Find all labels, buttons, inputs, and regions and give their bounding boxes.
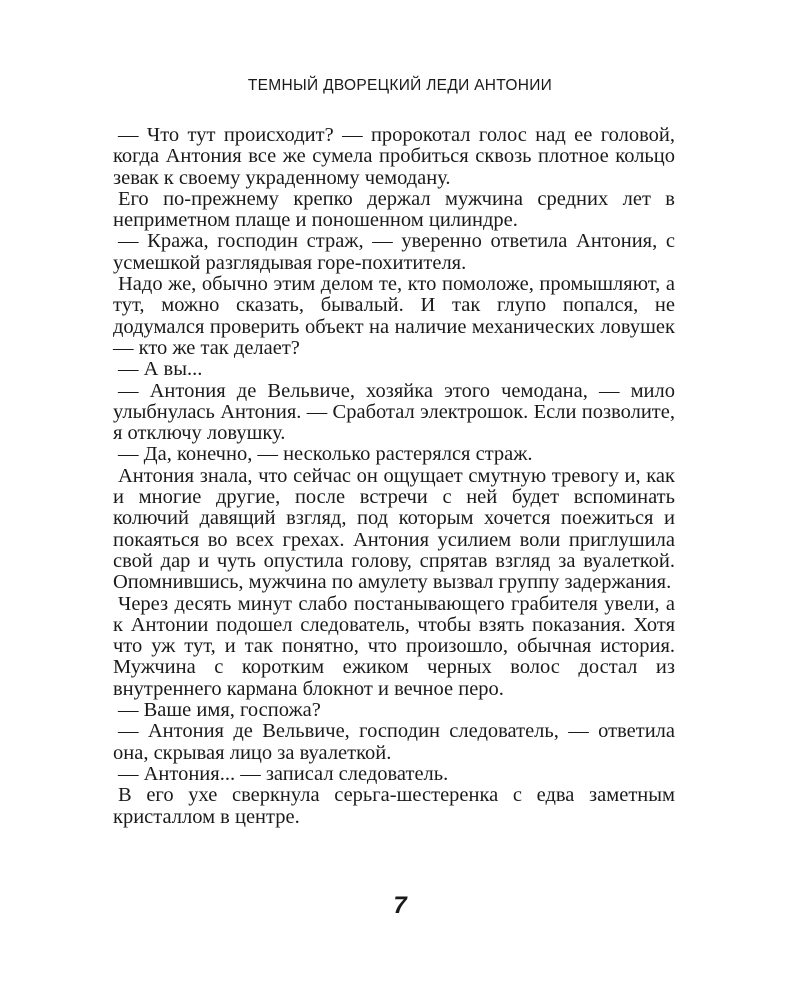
body-text bbox=[113, 125, 675, 828]
page-number: 7 bbox=[393, 892, 407, 919]
paragraph: В его ухе сверкнула серьга-шестеренка с едва заметным кристаллом в центре. bbox=[113, 784, 675, 828]
paragraph: — Антония... — записал следователь. bbox=[118, 762, 449, 785]
paragraph: — Что тут происходит? — пророкотал голос над ее головой, когда Антония все же сумела пробиться сквозь плотное кольцо зевак к своему украденному чемодану. bbox=[113, 124, 675, 189]
paragraph: Через десять минут слабо постанывающего грабителя увели, а к Антонии подошел следователь, чтобы взять показания. Хотя что уж тут, и так понятно, что произошло, обычная история. Мужчина с коротким ежиком черных волос достал из внутреннего кармана блокнот и вечное перо. bbox=[113, 592, 675, 700]
paragraph: Его по-прежнему крепко держал мужчина средних лет в неприметном плаще и поношенном цилиндре. bbox=[113, 187, 675, 232]
paragraph: — Антония де Вельвиче, хозяйка этого чемодана, — мило улыбнулась Антония. — Сработал электрошок. Если позволите, я отключу ловушку. bbox=[113, 379, 675, 445]
paragraph: Надо же, обычно этим делом те, кто помоложе, промышляют, а тут, можно сказать, бывалый. И так глупо попался, не додумался проверить объект на наличие механических ловушек — кто же так делает? bbox=[113, 273, 675, 359]
paragraph: — Кража, господин страж, — уверенно ответила Антония, с усмешкой разглядывая горе-похитителя. bbox=[113, 230, 675, 274]
paragraph: — А вы... bbox=[118, 358, 203, 381]
running-title: ТЕМНЫЙ ДВОРЕЦКИЙ ЛЕДИ АНТОНИИ bbox=[247, 77, 553, 94]
paragraph: Антония знала, что сейчас он ощущает смутную тревогу и, как и многие другие, после встречи с ней будет вспоминать колючий давящий взгляд, под которым хочется поежиться и покаяться во всех грехах. Антония усилием воли приглушила свой дар и чуть опустила голову, спрятав взгляд за вуалеткой. Опомнившись, мужчина по амулету вызвал группу задержания. bbox=[113, 464, 675, 594]
paragraph: — Ваше имя, госпожа? bbox=[118, 699, 321, 722]
paragraph: — Антония де Вельвиче, господин следователь, — ответила она, скрывая лицо за вуалеткой. bbox=[113, 720, 675, 764]
paragraph: — Да, конечно, — несколько растерялся страж. bbox=[118, 443, 533, 466]
